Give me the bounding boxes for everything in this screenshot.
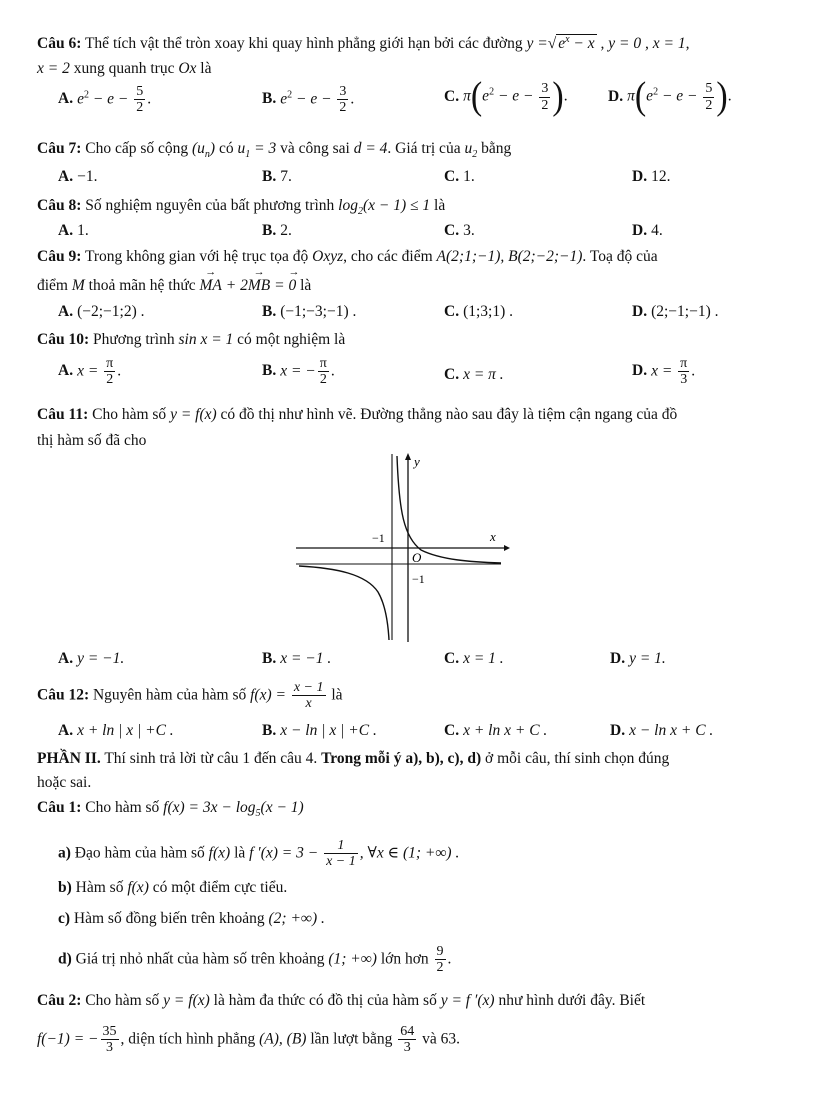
q12-option-a: A. x + ln | x | +C . [58,722,174,739]
q12-option-d: D. x − ln x + C . [610,722,714,739]
q8-option-a: A. 1. [58,222,89,239]
q9-option-d: D. (2;−1;−1) . [632,303,719,320]
q9-option-c: C. (1;3;1) . [444,303,514,320]
q11-line1: Câu 11: Cho hàm số y = f(x) có đồ thị như hình vẽ. Đường thẳng nào sau đây là tiệm cận ngang của đồ [37,406,678,423]
p2q1-line1: Câu 1: Cho hàm số $f(x) = 3x - \log_5(x - 1)$ [37,799,304,820]
y-axis-arrow-icon [405,453,411,460]
q7-option-d: D. 12. [632,168,671,185]
q12-option-c: C. x + ln x + C . [444,722,548,739]
origin-label: O [412,550,422,565]
q11-graph [296,452,511,642]
q11-option-d: D. y = 1. [610,650,666,667]
q6-eq-rest: , y = 0 , x = 1, [600,35,690,53]
p2q1-d: d) Giá trị nhỏ nhất của hàm số trên khoảng (1; +∞) lớn hơn $\frac{9}{2}$ . [58,944,452,976]
q10-option-c: C. x = π . [444,366,504,383]
p2q2-line1: Câu 2: Cho hàm số y = f(x) là hàm đa thức có đồ thị của hàm số y = f ′(x) như hình dưới đây. Biết [37,992,646,1009]
q8-option-d: D. 4. [632,222,663,239]
q6-line2-end: là [200,60,212,77]
q10-option-d: D. x = $\frac{\pi}{3}$ . [632,356,696,388]
q8-label: Câu 8: [37,197,82,214]
q12-option-b: B. x − ln | x | +C . [262,722,377,739]
q11-option-b: B. x = −1 . [262,650,332,667]
q11-option-a: A. y = −1. [58,650,125,667]
p2q1-c: c) Hàm số đồng biến trên khoảng (2; +∞) . [58,910,325,927]
p2q1-a: a) Đạo hàm của hàm số f(x) là f ′(x) = 3 − $\frac{1}{x - 1}$ , ∀x ∈ (1; +∞) . [58,838,460,870]
tick-x-label: −1 [372,531,385,545]
q6-line1: Câu 6: Thể tích vật thể tròn xoay khi quay hình phẳng giới hạn bởi các đường y =√ $e^x - x$ , y = 0 , x = 1, [37,34,690,53]
q7-option-a: A. −1. [58,168,98,185]
q7-label: Câu 7: [37,140,82,157]
q9-option-b: B. (−1;−3;−1) . [262,303,357,320]
q12-line1: Câu 12: Nguyên hàm của hàm số f(x) = $\frac{x - 1}{x}$ là [37,680,343,712]
tick-y-label: −1 [412,572,425,586]
q8-option-c: C. 3. [444,222,475,239]
p2q2-line2: f(−1) = − $\frac{35}{3}$ , diện tích hình phẳng (A), (B) lần lượt bằng $\frac{64}{3}$ và 63. [37,1024,461,1056]
part2-header-line2: hoặc sai. [37,774,92,791]
q10-option-a: A. x = $\frac{\pi}{2}$ . [58,356,122,388]
q6-option-a: A. $e^2 - e$ − $\frac{5}{2}$ . [58,84,152,116]
graph-left-branch [299,566,389,640]
q6-label: Câu 6: [37,35,82,53]
q9-label: Câu 9: [37,248,82,265]
q10-line1: Câu 10: Phương trình sin x = 1 có một nghiệm là [37,331,346,348]
q6-x2: x = 2 [37,60,70,77]
q6-option-b: B. $e^2 - e$ − $\frac{3}{2}$ . [262,84,355,116]
q6-line2-text: xung quanh trục [73,60,175,77]
q9-line2: điểm M thoả mãn hệ thức → MA + 2→ MB = → 0 là [37,277,311,296]
q7-option-b: B. 7. [262,168,292,185]
q6-line2 [37,60,211,79]
q6-eq1-lhs: y = [526,35,548,53]
q11-label: Câu 11: [37,406,89,423]
q9-line1: Câu 9: Trong không gian với hệ trục tọa độ Oxyz, cho các điểm A(2;1;−1), B(2;−2;−1). Toạ độ của [37,248,658,265]
q11-line2: thị hàm số đã cho [37,432,147,449]
part2-header: PHẦN II. Thí sinh trả lời từ câu 1 đến câu 4. Trong mỗi ý a), b), c), d) ở mỗi câu, thí sinh chọn đúng [37,750,670,767]
p2q1-b: b) Hàm số f(x) có một điểm cực tiểu. [58,879,288,896]
q6-radicand: $e^x - x$ [558,34,595,53]
q9-option-a: A. (−2;−1;2) . [58,303,145,320]
q7-option-c: C. 1. [444,168,475,185]
graph-right-branch [397,456,501,563]
q7-line1: Câu 7: Cho cấp số cộng $(u_n)$ có $u_1 = 3$ và công sai d = 4. Giá trị của $u_2$ bằng [37,140,512,161]
q8-line1: Câu 8: Số nghiệm nguyên của bất phương trình $\log_2(x - 1) \le 1$ là [37,197,446,218]
q6-option-c: C. $\pi(e^2 - e$ − $\frac{3}{2}$ ). [444,75,568,118]
q6-axis: Ox [178,60,197,77]
p2q1-label: Câu 1: [37,799,82,816]
q11-option-c: C. x = 1 . [444,650,504,667]
x-axis-label: x [490,529,496,544]
q8-option-b: B. 2. [262,222,292,239]
q10-label: Câu 10: [37,331,90,348]
p2q2-label: Câu 2: [37,992,82,1009]
q12-label: Câu 12: [37,686,90,704]
y-axis-label: y [414,454,420,469]
q6-text: Thể tích vật thể tròn xoay khi quay hình phẳng giới hạn bởi các đường [84,35,523,53]
q6-option-d: D. $\pi(e^2 - e$ − $\frac{5}{2}$ ). [608,75,732,118]
q10-option-b: B. x = − $\frac{\pi}{2}$ . [262,356,335,388]
x-axis-arrow-icon [504,545,510,551]
